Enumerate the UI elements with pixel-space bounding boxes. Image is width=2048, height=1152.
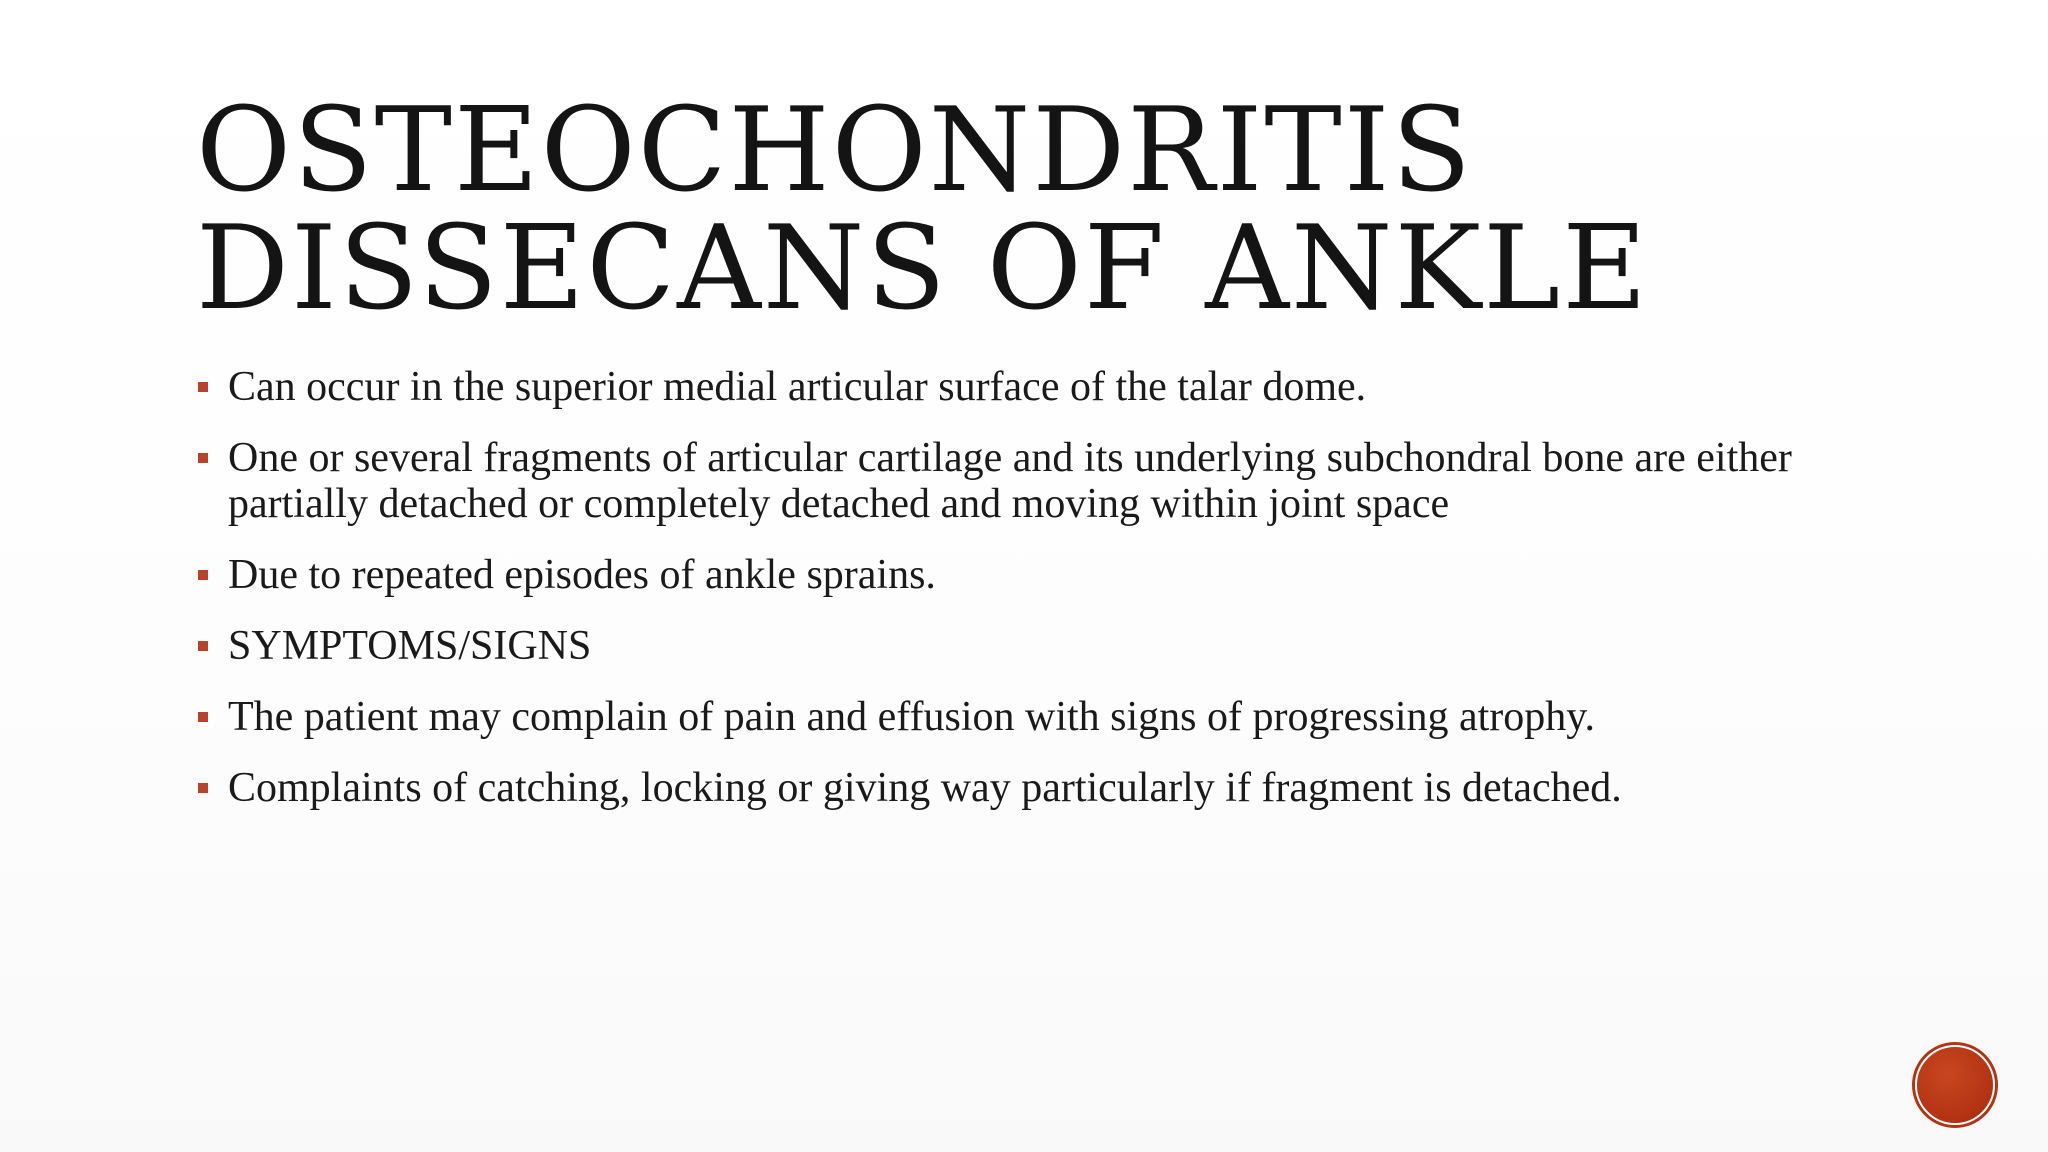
square-bullet-icon: [198, 641, 208, 651]
square-bullet-icon: [198, 570, 208, 580]
square-bullet-icon: [198, 453, 208, 463]
square-bullet-icon: [198, 712, 208, 722]
title-line-2: DISSECANS OF ANKLE: [196, 201, 1649, 336]
bullet-item: [196, 364, 1876, 410]
bullet-item: [196, 435, 1876, 527]
circle-badge-icon: [1915, 1045, 1995, 1125]
bullet-text: One or several fragments of articular cartilage and its underlying subchondral bone are either partially detached or completely detached and moving within joint space: [228, 435, 1792, 527]
bullet-text: The patient may complain of pain and effusion with signs of progressing atrophy.: [228, 694, 1596, 740]
bullet-item: [196, 694, 1876, 740]
title-line-1: OSTEOCHONDRITIS: [196, 83, 1474, 218]
square-bullet-icon: [198, 783, 208, 793]
bullet-item: [196, 552, 1876, 598]
bullet-text: SYMPTOMS/SIGNS: [228, 623, 592, 669]
bullet-text: Due to repeated episodes of ankle sprains.: [228, 552, 936, 598]
bullet-item: [196, 765, 1876, 811]
bullet-item: [196, 623, 1876, 669]
square-bullet-icon: [198, 382, 208, 392]
bullet-text: Can occur in the superior medial articular surface of the talar dome.: [228, 364, 1367, 410]
bullet-list: [196, 364, 1876, 836]
bullet-text: Complaints of catching, locking or giving way particularly if fragment is detached.: [228, 765, 1622, 811]
slide-title: [196, 83, 1896, 336]
